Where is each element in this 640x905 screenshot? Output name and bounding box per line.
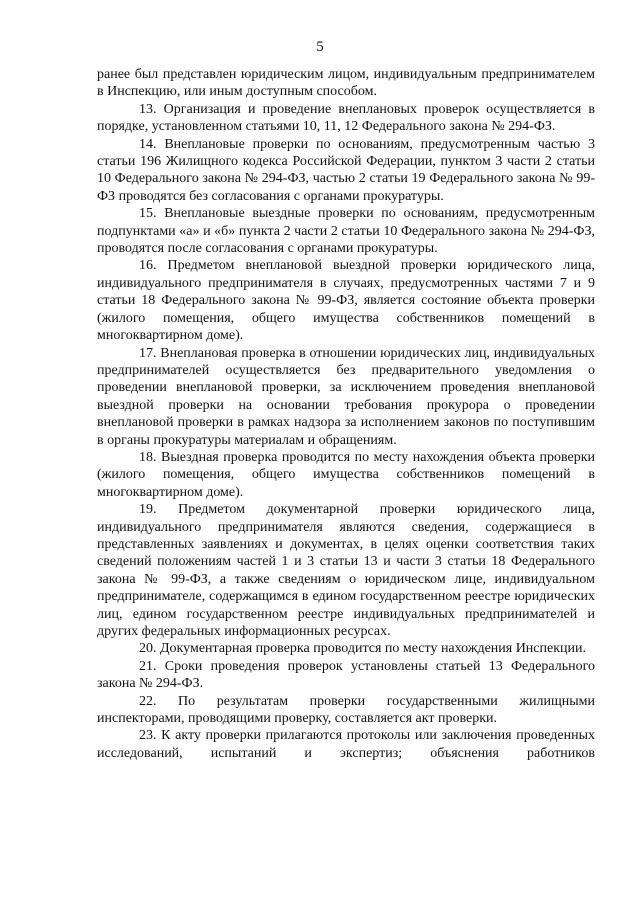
paragraph-21: 21. Сроки проведения проверок установлены статьей 13 Федерального закона № 294-ФЗ. (97, 658, 595, 692)
paragraph-23: 23. К акту проверки прилагаются протоколы или заключения проведенных исследований, испытаний и экспертиз; объяснения работников (97, 728, 595, 761)
paragraph-continuation: ранее был представлен юридическим лицом, индивидуальным предпринимателем в Инспекцию, или иным доступным способом. (97, 67, 595, 100)
page-number: 5 (316, 39, 324, 55)
paragraph-16: 16. Предметом внеплановой выездной проверки юридического лица, индивидуального предпринимателя в случаях, предусмотренных частями 7 и 9 статьи 18 Федерального закона № 99-ФЗ, является состояние объекта проверки (жилого помещения, общего имущества собственников помещений в многоквартирном доме). (97, 258, 595, 344)
paragraph-15: 15. Внеплановые выездные проверки по основаниям, предусмотренным подпунктами «а» и «б» пункта 2 части 2 статьи 10 Федерального закона № 294-ФЗ, проводятся после согласования с органами прокуратуры. (97, 206, 595, 257)
paragraph-13: 13. Организация и проведение внеплановых проверок осуществляется в порядке, установленном статьями 10, 11, 12 Федерального закона № 294-ФЗ. (97, 101, 595, 135)
paragraph-14: 14. Внеплановые проверки по основаниям, предусмотренным частью 3 статьи 196 Жилищного кодекса Российской Федерации, пунктом 3 части 2 статьи 10 Федерального закона № 294-ФЗ, частью 2 статьи 19 Федерального закона № 99-ФЗ проводятся без согласования с органами прокуратуры. (97, 136, 595, 204)
document-body (97, 66, 595, 762)
paragraph-20: 20. Документарная проверка проводится по месту нахождения Инспекции. (139, 641, 587, 657)
paragraph-18: 18. Выездная проверка проводится по месту нахождения объекта проверки (жилого помещения, общего имущества собственников помещений в многоквартирном доме). (97, 449, 595, 500)
paragraph-19: 19. Предметом документарной проверки юридического лица, индивидуального предпринимателя являются сведения, содержащиеся в представленных заявлениях и документах, в целях оценки соответствия таких сведений положениям частей 1 и 3 статьи 13 и части 3 статьи 18 Федерального закона № 99-ФЗ, а также сведениям о юридическом лице, индивидуальном предпринимателе, содержащимся в едином государственном реестре юридических лиц, едином государственном реестре индивидуальных предпринимателей и других федеральных информационных ресурсах. (97, 502, 595, 639)
paragraph-22: 22. По результатам проверки государственными жилищными инспекторами, проводящими проверку, составляется акт проверки. (97, 693, 595, 727)
paragraph-17: 17. Внеплановая проверка в отношении юридических лиц, индивидуальных предпринимателей осуществляется без предварительного уведомления о проведении внеплановой проверки, за исключением проведения внеплановой выездной проверки на основании требования прокурора о проведении внеплановой проверки в рамках надзора за исполнением законов по поступившим в органы прокуратуры материалам и обращениям. (97, 345, 595, 448)
